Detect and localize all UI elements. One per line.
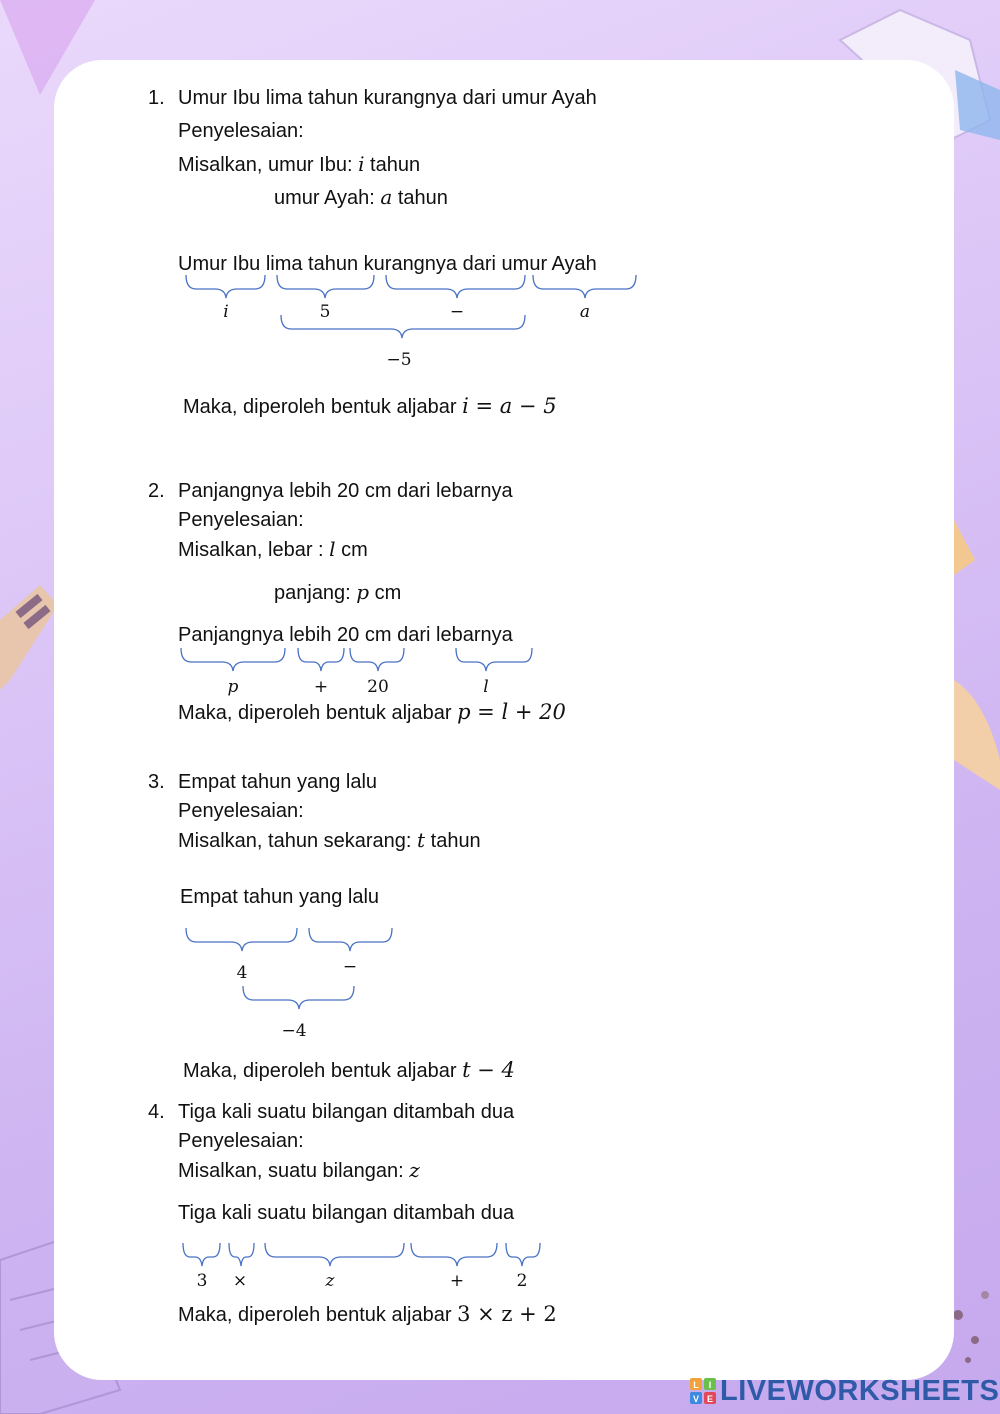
phrase-line: Empat tahun yang lalu: [180, 886, 380, 908]
brace-umur-ibu: [186, 275, 265, 298]
result-line: Maka, diperoleh bentuk aljabar i = a − 5: [183, 394, 557, 418]
brace-lima-tahun: [277, 275, 374, 298]
combined-label: −4: [281, 1021, 307, 1041]
brace-label: 3: [196, 1271, 208, 1291]
brace-20cm: [350, 648, 404, 671]
phrase-line: Tiga kali suatu bilangan ditambah dua: [178, 1202, 515, 1224]
brace-tiga: [183, 1243, 220, 1266]
variable-definition: umur Ayah: a tahun: [274, 185, 448, 209]
problem-title: Panjangnya lebih 20 cm dari lebarnya: [178, 480, 513, 502]
variable-definition: panjang: p cm: [274, 580, 402, 604]
algebraic-expression: t − 4: [462, 1058, 515, 1082]
brace-lebih: [298, 648, 344, 671]
result-line: Maka, diperoleh bentuk aljabar t − 4: [183, 1058, 515, 1082]
brace-kurangnya-dari: [386, 275, 525, 298]
liveworksheets-logo: [690, 1374, 999, 1408]
algebraic-expression: i = a − 5: [462, 394, 557, 418]
logo-icon-letter: L: [693, 1380, 699, 1390]
problem-number: 3.: [148, 771, 165, 793]
problem-title: Tiga kali suatu bilangan ditambah dua: [178, 1101, 515, 1123]
brace-label: 5: [319, 302, 331, 322]
brace-label: i: [223, 302, 229, 322]
brace-label: 4: [236, 963, 248, 983]
problem-number: 4.: [148, 1101, 165, 1123]
variable-definition: Misalkan, umur Ibu: i tahun: [178, 152, 421, 176]
brace-label: −: [342, 957, 358, 977]
brace-label: z: [325, 1271, 335, 1291]
brace-combined-1: [281, 315, 525, 338]
brace-label: p: [227, 677, 239, 697]
problem-title: Umur Ibu lima tahun kurangnya dari umur Ayah: [178, 87, 597, 109]
brace-empat-tahun: [186, 928, 297, 951]
phrase-line: Panjangnya lebih 20 cm dari lebarnya: [178, 624, 513, 646]
brace-combined-3: [243, 986, 354, 1009]
problem-number: 2.: [148, 480, 165, 502]
brace-label: a: [579, 302, 591, 322]
brace-lebarnya: [456, 648, 532, 671]
brace-dua: [506, 1243, 540, 1266]
brace-ditambah: [411, 1243, 497, 1266]
logo-icon-letter: V: [692, 1394, 700, 1404]
algebraic-expression: 3 × z + 2: [457, 1302, 557, 1326]
brace-yang-lalu: [309, 928, 392, 951]
brace-umur-ayah: [533, 275, 636, 298]
phrase-line: Umur Ibu lima tahun kurangnya dari umur Ayah: [178, 253, 597, 275]
combined-label: −5: [386, 350, 412, 370]
brace-panjangnya: [181, 648, 285, 671]
brace-label: ×: [232, 1271, 248, 1291]
brace-label: +: [449, 1271, 465, 1291]
logo-icon-letter: I: [708, 1380, 712, 1390]
logo-text: LIVEWORKSHEETS: [720, 1375, 1000, 1407]
algebraic-expression: p = l + 20: [457, 700, 566, 724]
brace-label: +: [313, 677, 329, 697]
penyelesaian-label: Penyelesaian:: [178, 509, 304, 531]
brace-suatu-bilangan: [265, 1243, 404, 1266]
problem-title: Empat tahun yang lalu: [178, 771, 378, 793]
brace-label: l: [483, 677, 489, 697]
result-line: Maka, diperoleh bentuk aljabar p = l + 20: [178, 700, 566, 724]
variable-definition: Misalkan, suatu bilangan: z: [178, 1158, 420, 1182]
problem-number: 1.: [148, 87, 165, 109]
brace-label: −: [449, 302, 465, 322]
variable-definition: Misalkan, tahun sekarang: t tahun: [178, 828, 481, 852]
brace-label: 20: [367, 677, 389, 697]
brace-label: 2: [516, 1271, 528, 1291]
penyelesaian-label: Penyelesaian:: [178, 800, 304, 822]
logo-icon-letter: E: [706, 1394, 714, 1404]
penyelesaian-label: Penyelesaian:: [178, 1130, 304, 1152]
variable-definition: Misalkan, lebar : l cm: [178, 537, 368, 561]
penyelesaian-label: Penyelesaian:: [178, 120, 304, 142]
brace-kali: [229, 1243, 254, 1266]
liveworksheets-logo-icon: [690, 1377, 718, 1405]
result-line: Maka, diperoleh bentuk aljabar 3 × z + 2: [178, 1302, 557, 1326]
